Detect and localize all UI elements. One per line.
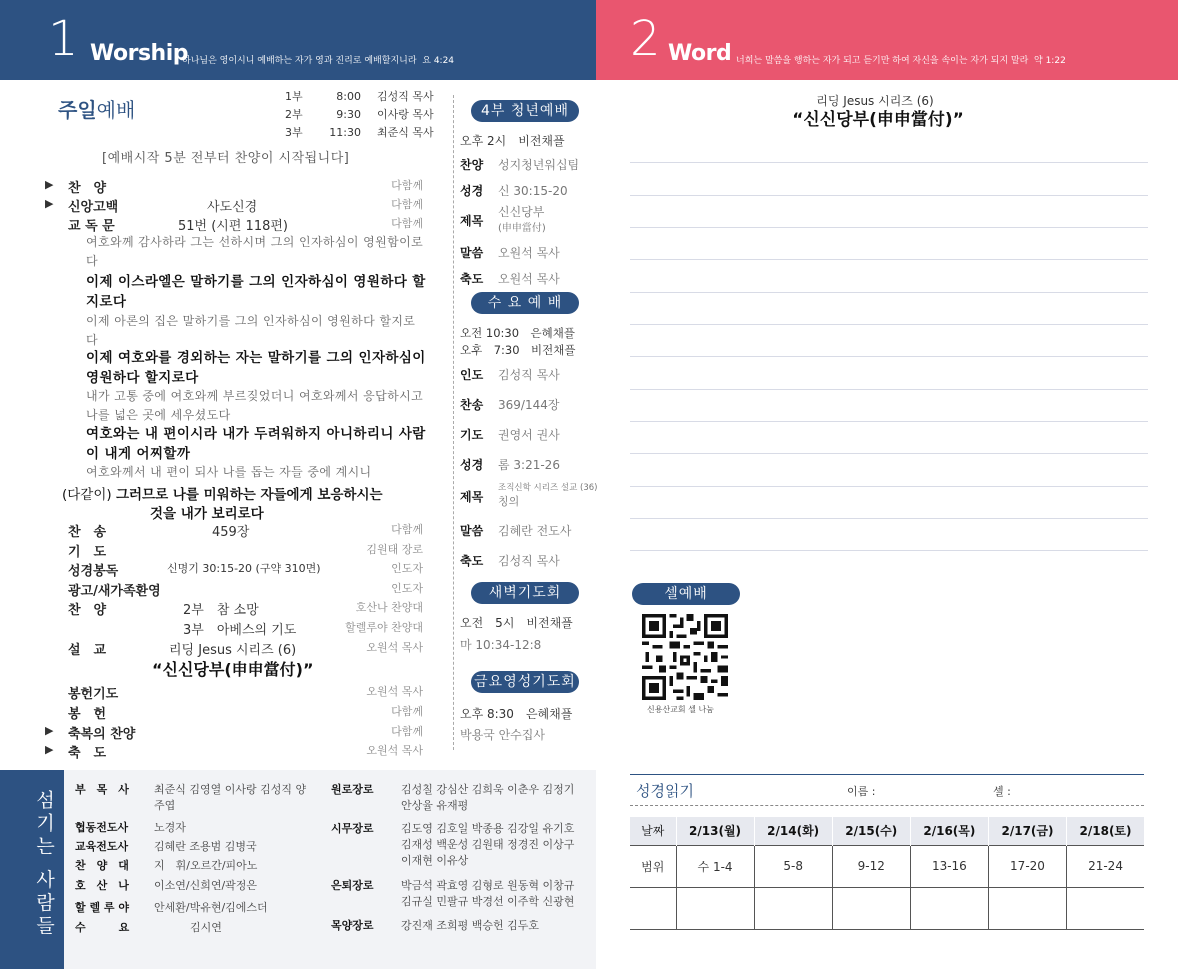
youth-row: 제목신신당부 (申申當付) [460, 205, 546, 234]
sermon-title: “신신당부(申申當付)” [152, 660, 314, 679]
wednesday-row: 말씀 김혜란 전도사 [460, 524, 572, 538]
sunday-service-title: 주일예배 [58, 98, 136, 122]
wednesday-row: 성경 롬 3:21-26 [460, 458, 560, 472]
table-cell: 21-24 [1067, 845, 1144, 887]
note-line [630, 324, 1148, 325]
table-cell[interactable] [630, 887, 676, 929]
friday-prayer-pill: 금요영성기도회 [471, 671, 579, 693]
youth-service-pill: 4부 청년예배 [471, 100, 579, 122]
table-cell: 범위 [630, 845, 676, 887]
sermon-series: 리딩 Jesus 시리즈 (6) [816, 94, 934, 108]
table-cell: 2/18(토) [1067, 817, 1144, 845]
friday-time: 오후 8:30 은혜채플 [460, 707, 573, 721]
table-cell: 2/17(금) [988, 817, 1066, 845]
order-prayer: 기 도 김원태 장로 [68, 543, 423, 560]
reading-line: 내가 고통 중에 여호와께 부르짖었더니 여호와께서 응답하시고 나를 넓은 곳에 세우셨도다 [86, 389, 424, 422]
header-verse: 하나님은 영이시니 예배하는 자가 영과 진리로 예배할지니라 요 4:24 [182, 56, 455, 66]
order-offering: 봉 헌 다함께 [68, 705, 423, 722]
dawn-passage: 마 10:34-12:8 [460, 638, 542, 652]
wednesday-row: 기도 권영서 권사 [460, 428, 560, 442]
section-title: Worship [90, 41, 188, 66]
note-line [630, 259, 1148, 260]
note-line [630, 162, 1148, 163]
reading-line: 여호와께 감사하라 그는 선하시며 그의 인자하심이 영원함이로다 [86, 235, 424, 268]
dawn-prayer-pill: 새벽기도회 [471, 582, 579, 604]
table-cell: 2/14(화) [754, 817, 832, 845]
order-anthem-2: 3부 아베스의 기도 할렐루야 찬양대 [183, 621, 423, 638]
order-scripture: 성경봉독 신명기 30:15-20 (구약 310면) 인도자 [68, 562, 423, 579]
reading-line: 이제 이스라엘은 말하기를 그의 인자하심이 영원하다 할지로다 [86, 274, 426, 310]
table-cell: 9-12 [832, 845, 910, 887]
order-sermon: 설 교 리딩 Jesus 시리즈 (6) 오원석 목사 [68, 641, 423, 658]
reading-line: 여호와께서 내 편이 되사 나를 돕는 자들 중에 계시니 [86, 465, 372, 479]
order-benediction: ▶ 축 도 오원석 목사 [45, 743, 423, 761]
youth-time: 오후 2시 비전채플 [460, 134, 565, 148]
table-cell: 2/16(목) [910, 817, 988, 845]
table-cell: 5-8 [754, 845, 832, 887]
friday-leader: 박용국 안수집사 [460, 728, 545, 742]
note-line [630, 195, 1148, 196]
youth-row: 성경 신 30:15-20 [460, 184, 568, 198]
column-divider [453, 95, 454, 750]
bible-plan-top-line [630, 774, 1144, 775]
wednesday-service-pill: 수 요 예 배 [471, 292, 579, 314]
cell-label: 셀 : [993, 785, 1011, 798]
note-line [630, 518, 1148, 519]
table-cell: 수 1-4 [676, 845, 754, 887]
table-header-row [630, 817, 1144, 845]
youth-row: 찬양 성지청년워십팀 [460, 158, 580, 172]
table-cell: 17-20 [988, 845, 1066, 887]
section-title: Word [668, 41, 732, 66]
word-header [596, 0, 1178, 80]
order-offering-prayer: 봉헌기도 오원석 목사 [68, 685, 423, 702]
youth-row: 축도 오원석 목사 [460, 272, 560, 286]
note-line [630, 421, 1148, 422]
reading-line: 이제 아론의 집은 말하기를 그의 인자하심이 영원하다 할지로다 [86, 314, 416, 347]
bible-plan-title: 성경읽기 [636, 782, 694, 800]
worship-header [0, 0, 596, 80]
wednesday-time: 오전 10:30 은혜채플 [460, 326, 575, 340]
section-number: 2 [630, 11, 661, 67]
table-cell[interactable] [910, 887, 988, 929]
order-blessing-song: ▶ 축복의 찬양 다함께 [45, 724, 423, 742]
header-verse: 너희는 말씀을 행하는 자가 되고 듣기만 하여 자신을 속이는 자가 되지 말라 약 1:22 [736, 56, 1066, 66]
order-praise: ▶ 찬 양 다함께 [45, 178, 423, 196]
wednesday-row: 축도 김성직 목사 [460, 554, 560, 568]
qr-caption: 신용산교회 셀 나눔 [647, 705, 714, 714]
order-announcements: 광고/새가족환영 인도자 [68, 582, 423, 599]
sermon-title-word: “신신당부(申申當付)” [792, 110, 964, 130]
note-line [630, 453, 1148, 454]
bible-reading-table [630, 817, 1144, 930]
cell-worship-pill: 셀예배 [632, 583, 740, 605]
qr-code-icon[interactable] [642, 614, 728, 700]
table-cell: 13-16 [910, 845, 988, 887]
order-anthem: 찬 양 2부 참 소망 호산나 찬양대 [68, 601, 423, 618]
table-cell[interactable] [754, 887, 832, 929]
wednesday-time: 오후 7:30 비전채플 [460, 343, 576, 357]
table-row [630, 845, 1144, 887]
service-notice: [예배시작 5분 전부터 찬양이 시작됩니다] [102, 151, 350, 166]
order-hymn: 찬 송 459장 다함께 [68, 523, 423, 540]
youth-row: 말씀 오원석 목사 [460, 246, 560, 260]
wednesday-row: 제목조직신학 시리즈 설교 (36) 칭의 [460, 483, 598, 508]
name-label: 이름 : [847, 785, 876, 798]
service-times: 1부 8:00 김성직 목사 2부 9:30 이사랑 목사 3부 11:30 최준식 목사 [285, 90, 434, 139]
order-responsive: 교 독 문 51번 (시편 118편) 다함께 [68, 217, 423, 234]
wednesday-row: 인도 김성직 목사 [460, 368, 560, 382]
together-reading-2: 것을 내가 보리로다 [150, 506, 264, 522]
table-cell[interactable] [988, 887, 1066, 929]
table-cell: 2/15(수) [832, 817, 910, 845]
wednesday-row: 찬송 369/144장 [460, 398, 560, 412]
table-cell: 날짜 [630, 817, 676, 845]
table-cell: 2/13(월) [676, 817, 754, 845]
note-line [630, 227, 1148, 228]
table-cell[interactable] [676, 887, 754, 929]
note-line [630, 486, 1148, 487]
together-reading: (다같이) 그러므로 나를 미워하는 자들에게 보응하시는 [62, 487, 383, 503]
note-line [630, 550, 1148, 551]
note-line [630, 389, 1148, 390]
section-number: 1 [48, 11, 79, 67]
servants-side-title: 섬기는 사람들 [0, 770, 64, 969]
table-cell[interactable] [1067, 887, 1144, 929]
note-line [630, 292, 1148, 293]
bible-plan-divider [630, 805, 1144, 806]
reading-line: 여호와는 내 편이시라 내가 두려워하지 아니하리니 사람이 내게 어찌할까 [86, 426, 426, 462]
table-row [630, 887, 1144, 929]
reading-line: 이제 여호와를 경외하는 자는 말하기를 그의 인자하심이 영원하다 할지로다 [86, 350, 426, 386]
table-cell[interactable] [832, 887, 910, 929]
order-creed: ▶ 신앙고백 사도신경 다함께 [45, 197, 423, 215]
dawn-time: 오전 5시 비전채플 [460, 616, 573, 630]
note-line [630, 356, 1148, 357]
